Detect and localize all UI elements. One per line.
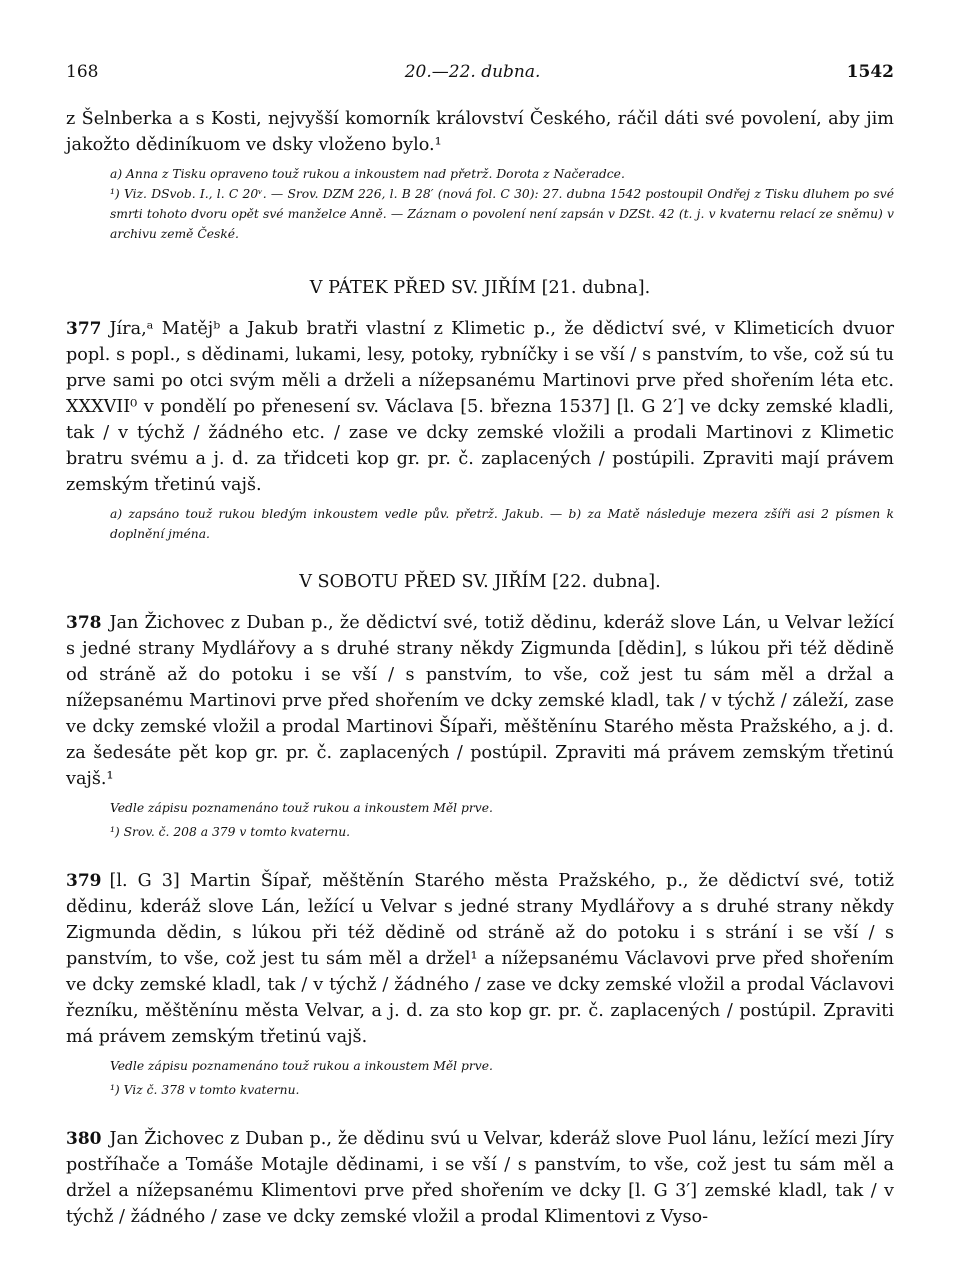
entry-number: 380 — [66, 1129, 102, 1149]
entry-notes: a) zapsáno touž rukou bledým inkoustem vedle pův. přetrž. Jakub. — b) za Matě následuje mezera zšíři asi 2 písmen k doplnění jména. — [110, 507, 894, 541]
entry-note: Vedle zápisu poznamenáno touž rukou a inkoustem Měl prve. — [110, 1059, 493, 1073]
entry-number: 379 — [66, 871, 102, 891]
running-year: 1542 — [846, 62, 894, 82]
entry-footnote: ¹) Viz č. 378 v tomto kvaternu. — [110, 1083, 300, 1097]
entry-380 — [66, 1126, 894, 1230]
entry-text: Jan Žichovec z Duban p., že dědinu svú u Velvar, kderáž slove Puol lánu, ležící mezi Jíry postříhače a Tomáše Motajle dědinami, i se vší / s panstvím, to vše, což jest tu sám měl a držel a nížepsanému Klimentovi prve před shořením ve dcky [l. G 3′] zemské kladl, tak / v týchž / žádného / zase ve dcky zemské vložil a prodal Klimentovi z Vyso- — [66, 1129, 894, 1227]
entry-text: [l. G 3] Martin Šípař, měštěnín Starého města Pražského, p., že dědictví své, totiž dědinu, kderáž slove Lán, ležící u Velvar s jedné strany Mydlářovy a s druhé strany někdy Zigmunda dědin, s lúkou při též dědině od stráně až do potoku i s strání i se vší / s panstvím, to vše, což jest tu sám měl a držel¹ a nížepsanému Václavovi prve před shořením ve dcky zemské kladl, tak / v týchž / žádného / zase ve dcky zemské vložil a prodal Václavovi řezníku, měštěnínu města Velvar, a j. d. za sto kop gr. pr. č. zaplacených / postúpil. Zpraviti má právem zemským třetinú vajš. — [66, 871, 894, 1047]
entry-number: 377 — [66, 319, 102, 339]
entry-footnote: ¹) Srov. č. 208 a 379 v tomto kvaternu. — [110, 825, 351, 839]
entry-number: 378 — [66, 613, 102, 633]
entry-note: Vedle zápisu poznamenáno touž rukou a inkoustem Měl prve. — [110, 801, 493, 815]
document-page — [66, 62, 894, 1230]
entry-378 — [66, 610, 894, 842]
running-date: 20.—22. dubna. — [404, 62, 541, 82]
entry-379 — [66, 868, 894, 1100]
entry-377 — [66, 316, 894, 544]
section-heading-1: V PÁTEK PŘED SV. JIŘÍM [21. dubna]. — [309, 278, 651, 298]
intro-footnote: ¹) Viz. DSvob. I., l. C 20ᵛ. — Srov. DZM 226, l. B 28′ (nová fol. C 30): 27. dubna 1542 postoupil Ondřej z Tisku dluhem po své smrti tohoto dvoru opět své manželce Anně. — Záznam o povolení není zapsán v DZSt. 42 (t. j. v kvaternu relací ze sněmu) v archivu země České. — [110, 187, 894, 241]
page-number: 168 — [66, 62, 99, 82]
intro-text: z Šelnberka a s Kosti, nejvyšší komorník království Českého, ráčil dáti své povolení, aby jim jakožto dědiníkuom ve dsky vloženo bylo.¹ — [66, 109, 894, 155]
page-header — [66, 62, 894, 92]
intro-note-a: a) Anna z Tisku opraveno touž rukou a inkoustem nad přetrž. Dorota z Načeradce. — [110, 167, 625, 181]
section-heading-2: V SOBOTU PŘED SV. JIŘÍM [22. dubna]. — [299, 572, 661, 592]
entry-text: Jan Žichovec z Duban p., že dědictví své, totiž dědinu, kderáž slove Lán, u Velvar ležící s jedné strany Mydlářovy a s druhé strany někdy Zigmunda [dědin], s lúkou při též dědině od stráně až do potoku i se vší / s panstvím, to vše, což jest tu sám měl a držal a nížepsanému Martinovi prve před shořením ve dcky zemské kladl, tak / v týchž / záleží, zase ve dcky zemské vložil a prodal Martinovi Šípaři, měštěnínu Starého města Pražského, a j. d. za šedesáte pět kop gr. pr. č. zaplacených / postúpil. Zpraviti má právem zemským třetinú vajš.¹ — [66, 613, 894, 789]
entry-text: Jíra,ᵃ Matějᵇ a Jakub bratři vlastní z Klimetic p., že dědictví své, v Klimeticích dvuor popl. s popl., s dědinami, lukami, lesy, potoky, rybníčky i se vší / s panstvím, to vše, což sú tu prve sami po otci svým měli a drželi a nížepsanému Martinovi prve před shořením léta etc. XXXVII⁰ v pondělí po přenesení sv. Václava [5. března 1537] [l. G 2′] ve dcky zemské kladli, tak / v týchž / žádného etc. / zase ve dcky zemské vložili a prodali Martinovi z Klimetic bratru svému a j. d. za třidceti kop gr. pr. č. zaplacených / postúpili. Zpraviti mají právem zemským třetinú vajš. — [66, 319, 894, 495]
